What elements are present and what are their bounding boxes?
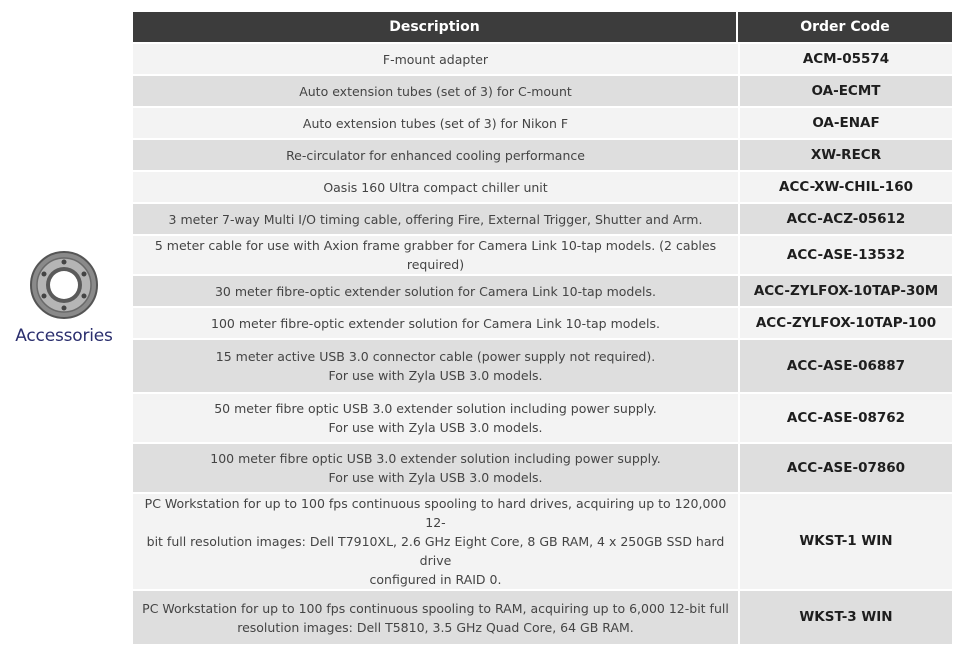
table-row — [133, 276, 952, 306]
table-row — [133, 444, 952, 492]
accessories-section-marker — [0, 240, 128, 346]
description-line: Re-circulator for enhanced cooling performance — [286, 147, 585, 163]
description-line: For use with Zyla USB 3.0 models. — [328, 470, 543, 485]
description-cell — [133, 444, 738, 492]
description-cell — [133, 236, 738, 274]
order-code-cell: ACM-05574 — [738, 44, 952, 74]
description-cell — [133, 108, 738, 138]
order-code-cell: WKST-3 WIN — [738, 591, 952, 644]
description-line: resolution images: Dell T5810, 3.5 GHz Quad Core, 64 GB RAM. — [237, 619, 634, 635]
table-row — [133, 108, 952, 138]
description-cell — [133, 494, 738, 589]
order-code-header: Order Code — [738, 12, 952, 42]
description-cell — [133, 76, 738, 106]
description-line: 3 meter 7-way Multi I/O timing cable, offering Fire, External Trigger, Shutter and Arm. — [168, 211, 703, 227]
description-cell — [133, 204, 738, 234]
order-code-cell: ACC-XW-CHIL-160 — [738, 172, 952, 202]
description-line: Auto extension tubes (set of 3) for C-mount — [299, 83, 572, 99]
description-line: For use with Zyla USB 3.0 models. — [328, 420, 543, 435]
description-line: Oasis 160 Ultra compact chiller unit — [323, 179, 548, 195]
description-cell — [133, 140, 738, 170]
order-code-cell: ACC-ASE-07860 — [738, 444, 952, 492]
description-cell — [133, 44, 738, 74]
camera-mount-icon — [29, 250, 99, 320]
table-row — [133, 591, 952, 644]
description-line: 50 meter fibre optic USB 3.0 extender solution including power supply. — [214, 401, 657, 416]
description-line: PC Workstation for up to 100 fps continuous spooling to RAM, acquiring up to 6,000 12-bit full — [142, 600, 729, 616]
description-cell — [133, 276, 738, 306]
description-line: 5 meter cable for use with Axion frame grabber for Camera Link 10-tap models. (2 cables required) — [154, 238, 717, 272]
description-line: F-mount adapter — [382, 51, 489, 67]
description-cell — [133, 394, 738, 442]
table-row — [133, 140, 952, 170]
table-row — [133, 494, 952, 589]
table-row — [133, 236, 952, 274]
table-header-row — [133, 12, 952, 42]
description-line: bit full resolution images: Dell T7910XL, 2.6 GHz Eight Core, 8 GB RAM, 4 x 250GB SSD hard drive — [146, 534, 725, 568]
description-cell — [133, 591, 738, 644]
description-line: For use with Zyla USB 3.0 models. — [328, 368, 543, 383]
order-code-cell: OA-ECMT — [738, 76, 952, 106]
order-code-cell: ACC-ASE-13532 — [738, 236, 952, 274]
order-code-cell: ACC-ACZ-05612 — [738, 204, 952, 234]
description-line: PC Workstation for up to 100 fps continuous spooling to hard drives, acquiring up to 120,000 12- — [144, 496, 727, 530]
description-line: configured in RAID 0. — [369, 572, 502, 587]
description-cell — [133, 308, 738, 338]
description-line: 15 meter active USB 3.0 connector cable (power supply not required). — [215, 349, 656, 364]
description-cell — [133, 172, 738, 202]
description-header: Description — [133, 12, 738, 42]
order-code-cell: WKST-1 WIN — [738, 494, 952, 589]
table-row — [133, 204, 952, 234]
order-code-cell: OA-ENAF — [738, 108, 952, 138]
order-code-cell: ACC-ZYLFOX-10TAP-100 — [738, 308, 952, 338]
accessories-label: Accessories — [15, 326, 113, 346]
accessories-table — [133, 10, 952, 646]
table-row — [133, 172, 952, 202]
table-row — [133, 308, 952, 338]
table-row — [133, 340, 952, 392]
table-row — [133, 44, 952, 74]
order-code-cell: ACC-ASE-08762 — [738, 394, 952, 442]
description-line: 100 meter fibre optic USB 3.0 extender solution including power supply. — [210, 451, 661, 466]
order-code-cell: ACC-ASE-06887 — [738, 340, 952, 392]
order-code-cell: ACC-ZYLFOX-10TAP-30M — [738, 276, 952, 306]
table-row — [133, 394, 952, 442]
order-code-cell: XW-RECR — [738, 140, 952, 170]
table-row — [133, 76, 952, 106]
description-line: 30 meter fibre-optic extender solution for Camera Link 10-tap models. — [214, 283, 656, 299]
description-cell — [133, 340, 738, 392]
description-line: Auto extension tubes (set of 3) for Nikon F — [302, 115, 569, 131]
description-line: 100 meter fibre-optic extender solution for Camera Link 10-tap models. — [211, 315, 660, 331]
